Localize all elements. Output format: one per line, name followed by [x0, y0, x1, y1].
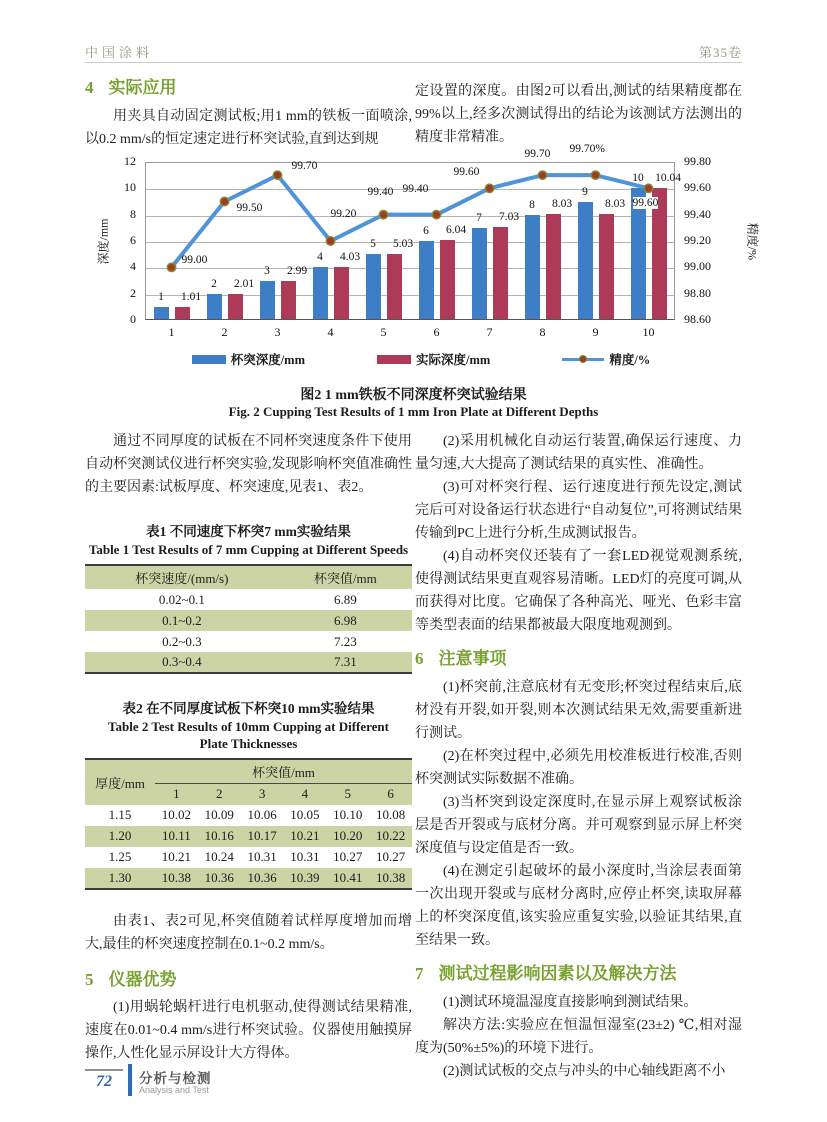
bar-value-label: 4: [317, 251, 323, 264]
table-cell: 10.09: [204, 807, 234, 822]
table-row: [85, 652, 412, 673]
table1-body: [85, 589, 412, 673]
right-axis-tick-label: 98.80: [684, 285, 711, 300]
precision-value-label: 99.40: [402, 182, 429, 195]
bar-value-label: 1.01: [180, 290, 202, 303]
bar-value-label: 7: [476, 211, 482, 224]
left-axis-tick-label: 2: [130, 285, 136, 300]
right-axis-tick-label: 99.20: [684, 233, 711, 247]
x-axis-tick-label: 3: [274, 325, 281, 339]
precision-value-label: 99.00: [181, 254, 208, 267]
left-column-top: [85, 76, 412, 151]
table1: [85, 564, 412, 674]
header-rule: [85, 62, 742, 63]
bar-value-label: 5.03: [392, 237, 414, 250]
footer-section-en: Analysis and Test: [139, 1085, 209, 1095]
x-axis-tick-label: 9: [592, 325, 599, 339]
legend-label: 实际深度/mm: [416, 353, 491, 367]
table-cell: 10.06: [247, 807, 277, 822]
chart-legend: [85, 350, 757, 368]
section-4-number: 4: [85, 78, 94, 97]
table-cell: 0.3~0.4: [85, 652, 279, 673]
legend-label: 精度/%: [609, 353, 651, 367]
table-row: [85, 610, 412, 631]
bar-value-label: 6.04: [445, 224, 467, 237]
section-6-item: (3)当杯突到设定深度时,在显示屏上观察试板涂层是否开裂或与底材分离。并可观察到显示屏上杯突深度值与设定值是否一致。: [415, 795, 742, 856]
legend-line-swatch: [562, 355, 604, 364]
bar-value-label: 1: [158, 290, 164, 303]
section-5-item: (3)可对杯突行程、运行速度进行预先设定,测试完后可对设备运行状态进行“自动复位”,可将测试结果传输到PC上进行分析,生成测试报告。: [415, 480, 742, 541]
section-7-item: (2)测试试板的交点与冲头的中心轴线距离不小: [443, 1064, 726, 1079]
table-cell: 10.02: [161, 807, 192, 822]
table-row: [85, 847, 412, 868]
bar-value-label: 7.03: [498, 211, 520, 224]
table-cell: 10.27: [375, 849, 406, 864]
table-cell: 1.20: [85, 826, 155, 847]
left-axis-tick-label: 0: [130, 312, 136, 326]
table2-caption-zh: 表2 在不同厚度试板下杯突10 mm实验结果: [122, 701, 375, 716]
bar-value-label: 2: [211, 277, 217, 290]
left-axis-tick-label: 8: [130, 206, 136, 221]
left-column: [85, 430, 412, 1065]
left-axis-tick-label: 4: [130, 259, 136, 274]
table-cell: 10.39: [283, 868, 326, 889]
precision-marker: [273, 171, 281, 179]
legend-label: 杯突深度/mm: [230, 353, 305, 367]
section-4-heading: [85, 76, 412, 100]
table2-caption-en-2: Plate Thicknesses: [199, 736, 298, 751]
legend-actual-depth: [377, 350, 490, 368]
table-cell: 10.21: [283, 826, 326, 847]
section-7-number: 7: [415, 964, 424, 983]
paragraph-methods: 通过不同厚度的试板在不同杯突速度条件下使用自动杯突测试仪进行杯突实验,发现影响杯突值准确性的主要因素:试板厚度、杯突速度,见表1、表2。: [85, 434, 412, 495]
table-cell: 10.27: [333, 849, 363, 864]
table-cell: 10.31: [247, 849, 277, 864]
table2-caption-en-1: Table 2 Test Results of 10mm Cupping at Different: [108, 719, 389, 734]
x-axis-tick-label: 4: [327, 325, 334, 339]
right-axis-tick-label: 99.40: [684, 206, 711, 221]
precision-marker: [538, 171, 546, 179]
page-number: 72: [85, 1069, 123, 1091]
precision-value-label: 99.60: [632, 197, 659, 210]
right-axis-tick-label: 98.60: [684, 312, 711, 326]
section-6-item: (1)杯突前,注意底材有无变形;杯突过程结束后,底材没有开裂,如开裂,则本次测试结果无效,需要重新进行测试。: [415, 680, 742, 741]
table-cell: 10.20: [326, 826, 369, 847]
precision-value-label: 99.70: [524, 148, 551, 161]
table2-sub-header: 1: [155, 784, 198, 805]
legend-swatch: [192, 355, 226, 364]
precision-value-label: 99.70: [291, 160, 318, 173]
table-cell: 10.10: [333, 807, 363, 822]
table2-body: [85, 805, 412, 889]
legend-precision: [562, 350, 650, 368]
legend-cupping-depth: [192, 350, 305, 368]
precision-value-label: 99.50: [236, 201, 263, 214]
table1-caption-en: Table 1 Test Results of 7 mm Cupping at Different Speeds: [88, 542, 409, 557]
precision-marker: [220, 197, 228, 205]
section-5-items-continued: [415, 430, 742, 637]
section-5-item-1: (1)用蜗轮蜗杆进行电机驱动,使得测试结果精准,速度在0.01~0.4 mm/s进行杯突试验。仪器使用触摸屏操作,人性化显示屏设计大方得体。: [85, 999, 412, 1061]
table-cell: 10.31: [290, 849, 320, 864]
precision-marker: [591, 171, 599, 179]
table-cell: 7.23: [333, 633, 357, 649]
left-axis-title: 深度/mm: [96, 218, 111, 265]
table-cell: 10.21: [161, 849, 192, 864]
table-cell: 10.24: [204, 849, 234, 864]
left-axis-tick-label: 6: [130, 233, 136, 247]
section-6-item: (2)在杯突过程中,必须先用校准板进行校准,否则杯突测试实际数据不准确。: [415, 749, 742, 787]
left-axis-tick-label: 10: [124, 180, 136, 195]
volume-label: 第35卷: [698, 45, 742, 60]
precision-value-label: 99.40: [367, 185, 394, 198]
section-4-title: 实际应用: [108, 78, 177, 97]
x-axis-tick-label: 6: [433, 325, 440, 339]
table-cell: 0.2~0.3: [162, 633, 202, 649]
right-column-top: [415, 80, 742, 149]
section-7-items: [415, 991, 742, 1083]
section-5-number: 5: [85, 969, 94, 989]
right-axis-tick-label: 99.60: [684, 180, 711, 195]
right-axis-title: 精度/%: [745, 222, 760, 261]
table-row: [85, 631, 412, 652]
table-cell: 10.36: [241, 868, 284, 889]
footer-section-zh: 分析与检测: [139, 1071, 212, 1086]
table-cell: 0.02~0.1: [158, 591, 205, 607]
table-cell: 10.38: [155, 868, 198, 889]
section-5-item: (4)自动杯突仪还装有了一套LED视觉观测系统,使得测试结果更直观容易清晰。LED灯的亮度可调,从而获得对比度。它确保了各种高光、哑光、色彩丰富等类型表面的结果都被最大限度地观测到。: [415, 549, 742, 633]
table-cell: 10.08: [375, 807, 406, 822]
paragraph-conclusion-tables: 由表1、表2可见,杯突值随着试样厚度增加而增大,最佳的杯突速度控制在0.1~0.2 mm/s。: [85, 913, 412, 952]
section-6-item: (4)在测定引起破坏的最小深度时,当涂层表面第一次出现开裂或与底材分离时,应停止杯突,读取屏幕上的杯突深度值,该实验应重复实验,以验证其结果,直至结果一致。: [415, 864, 742, 948]
table-cell: 1.15: [108, 807, 132, 822]
bar-value-label: 6: [423, 225, 429, 237]
precision-marker: [167, 263, 175, 271]
bar-value-label: 8.03: [604, 198, 626, 211]
section-5-item: (2)采用机械化自动运行装置,确保运行速度、力量匀速,大大提高了测试结果的真实性、准确性。: [415, 434, 742, 472]
bar-value-label: 4.03: [339, 250, 361, 263]
table2-sub-header: 4: [283, 784, 326, 805]
section-6-heading: [415, 647, 742, 671]
precision-value-label: 99.70%: [569, 143, 605, 156]
x-axis-tick-label: 1: [168, 325, 175, 339]
precision-value-label: 99.20: [330, 208, 357, 220]
table-cell: 7.31: [279, 652, 412, 673]
table2-row-header: 厚度/mm: [85, 759, 155, 805]
footer-accent-bar: [128, 1064, 132, 1096]
x-axis-tick-label: 10: [642, 325, 655, 339]
table-cell: 10.16: [198, 826, 241, 847]
x-axis-tick-label: 8: [539, 325, 546, 339]
bar-value-label: 10.04: [655, 171, 681, 184]
table2-sub-header: 6: [369, 784, 412, 805]
bar-value-label: 9: [582, 185, 588, 198]
precision-marker: [432, 210, 440, 218]
section-4-paragraph-right: 定设置的深度。由图2可以看出,测试的结果精度都在99%以上,经多次测试得出的结论为该测试方法测出的精度非常精准。: [415, 84, 742, 145]
table2: [85, 758, 412, 890]
section-5-title: 仪器优势: [108, 969, 177, 989]
x-axis-tick-label: 7: [486, 325, 493, 339]
precision-marker: [379, 210, 387, 218]
table2-group-header: 杯突值/mm: [155, 759, 412, 784]
table-cell: 10.17: [241, 826, 284, 847]
table-cell: 1.25: [108, 849, 132, 864]
precision-marker: [485, 184, 493, 192]
section-6-items: [415, 676, 742, 952]
right-axis-tick-label: 99.00: [684, 259, 711, 274]
table2-header: [85, 759, 412, 805]
section-6-number: 6: [415, 649, 424, 668]
section-5-heading: [85, 968, 412, 992]
table-cell: 10.38: [369, 868, 412, 889]
bar-value-label: 2.01: [233, 277, 255, 290]
left-axis-tick-label: 12: [124, 154, 136, 168]
table-cell: 6.98: [279, 610, 412, 631]
table-row: [85, 805, 412, 826]
journal-name: 中国涂料: [85, 45, 154, 60]
table1-col-header: 杯突速度/(mm/s): [85, 565, 279, 589]
table-cell: 0.1~0.2: [85, 610, 279, 631]
page-header: [85, 42, 742, 61]
table2-sub-header: 5: [326, 784, 369, 805]
section-7-heading: [415, 962, 742, 986]
table-cell: 10.22: [369, 826, 412, 847]
table-cell: 1.30: [85, 868, 155, 889]
figure2-caption-en: Fig. 2 Cupping Test Results of 1 mm Iron Plate at Different Depths: [228, 404, 599, 419]
bar-value-label: 2.99: [286, 264, 308, 277]
section-6-title: 注意事项: [438, 649, 507, 668]
x-axis-tick-label: 2: [221, 325, 228, 339]
bar-value-label: 10: [632, 172, 644, 185]
legend-swatch: [377, 355, 411, 364]
x-axis-tick-label: 5: [380, 325, 387, 339]
table1-col-header: 杯突值/mm: [279, 565, 412, 589]
table-cell: 10.41: [326, 868, 369, 889]
section-7-item: (1)测试环境温湿度直接影响到测试结果。: [443, 995, 698, 1010]
table1-header: [85, 565, 412, 589]
bar-value-label: 8: [529, 198, 535, 211]
table-cell: 10.05: [290, 807, 320, 822]
precision-marker: [644, 184, 652, 192]
figure2-chart: [85, 143, 760, 372]
table-cell: 6.89: [333, 591, 357, 607]
figure2-caption-zh: 图2 1 mm铁板不同深度杯突试验结果: [300, 388, 527, 403]
right-column: [415, 430, 742, 1083]
table-row: [85, 826, 412, 847]
table-row: [85, 589, 412, 610]
precision-marker: [326, 237, 334, 245]
bar-value-label: 5: [370, 238, 376, 251]
section-7-title: 测试过程影响因素以及解决方法: [438, 964, 677, 983]
table-cell: 10.11: [155, 826, 198, 847]
right-axis-tick-label: 99.80: [684, 154, 711, 168]
bar-value-label: 3: [264, 264, 270, 277]
table-cell: 10.36: [198, 868, 241, 889]
bar-value-label: 8.03: [551, 198, 573, 211]
section-7-item: 解决方法:实验应在恒温恒湿室(23±2) ℃,相对湿度为(50%±5%)的环境下进行。: [415, 1018, 742, 1056]
table2-sub-header: 2: [198, 784, 241, 805]
table2-sub-header: 3: [241, 784, 284, 805]
precision-value-label: 99.60: [453, 166, 480, 179]
section-4-paragraph-left: 用夹具自动固定测试板;用1 mm的铁板一面喷涂,以0.2 mm/s的恒定速定进行杯突试验,直到达到规: [85, 109, 412, 147]
table1-caption-zh: 表1 不同速度下杯突7 mm实验结果: [146, 524, 351, 539]
page-footer: [85, 1062, 325, 1102]
table-row: [85, 868, 412, 889]
